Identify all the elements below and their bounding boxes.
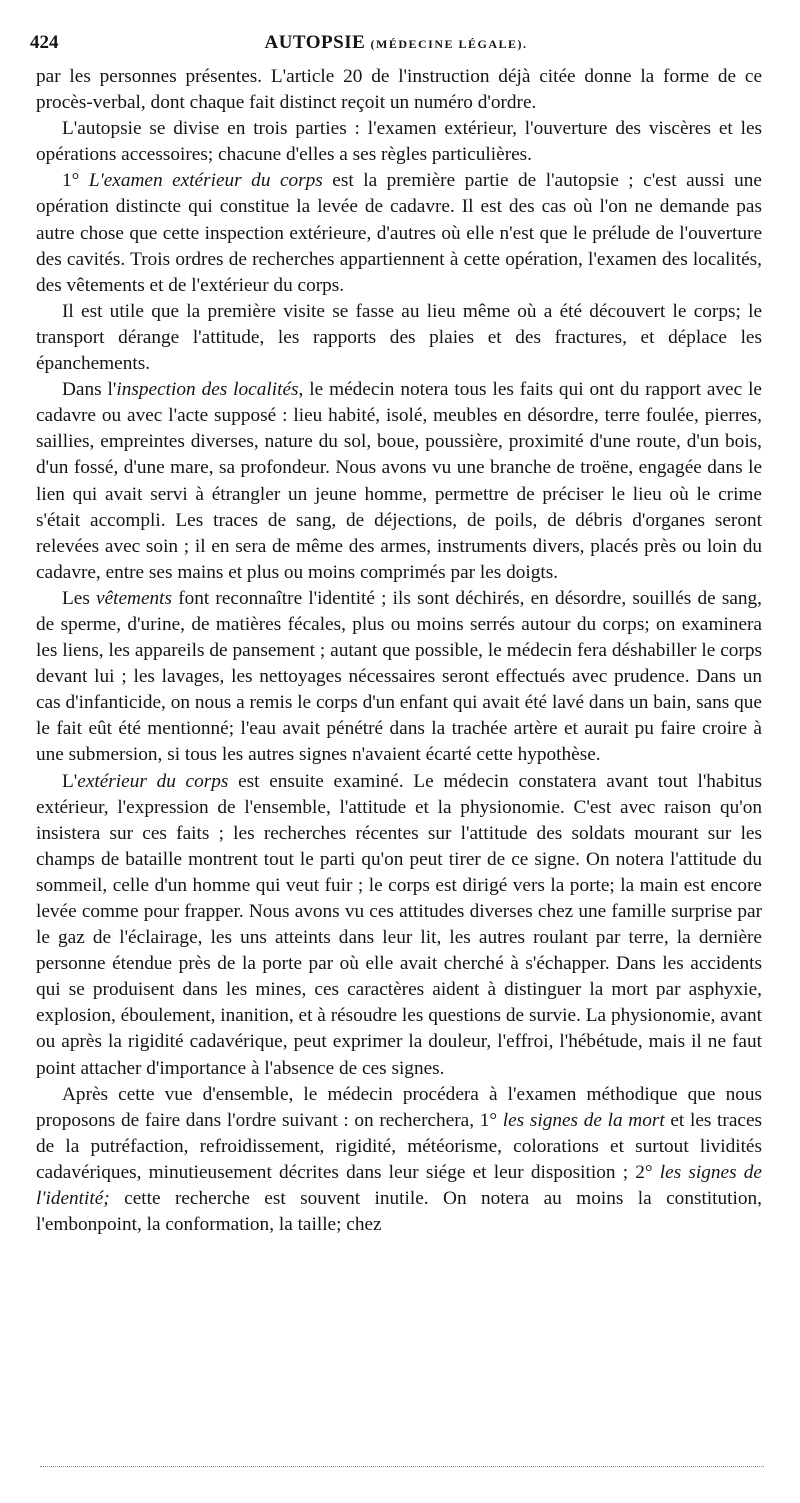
paragraph xyxy=(36,586,762,769)
text-run: Après cette vue d'ensemble, le médecin procédera à l'examen méthodique que nous proposons de faire dans l'ordre suivant : on recherchera, 1° xyxy=(36,1083,762,1131)
text-run: cette recherche est souvent inutile. On notera au moins la constitution, l'embonpoint, la conformation, la taille; chez xyxy=(36,1188,762,1236)
italic-phrase: inspection des localités xyxy=(116,379,299,401)
paragraph xyxy=(36,168,762,298)
paragraph xyxy=(36,769,762,1082)
text-run: L' xyxy=(62,770,78,792)
bottom-rule xyxy=(40,1466,764,1467)
italic-phrase: extérieur du corps xyxy=(77,770,229,792)
italic-phrase: les signes de la mort xyxy=(502,1109,665,1131)
text-run: , le médecin notera tous les faits qui ont du rapport avec le cadavre ou avec l'acte supposé : lieu habité, isolé, meubles en désordre, terre foulée, pierres, saillies, empreintes diverses, nature du sol, boue, poussière, proximité d'une route, d'un bois, d'un fossé, d'une mare, sa profondeur. Nous avons vu une branche de troëne, engagée dans le lien qui avait servi à étrangler un jeune homme, permettre de préciser le lieu où le crime s'était accompli. Les traces de sang, de déjections, de poils, de débris d'organes seront relevées avec soin ; il en sera de même des armes, instruments divers, placés près ou loin du cadavre, entre ses mains et plus ou moins comprimés par les doigts. xyxy=(36,379,762,583)
text-run: L'autopsie se divise en trois parties : l'examen extérieur, l'ouverture des viscères et les opérations accessoires; chacune d'elles a ses règles particulières. xyxy=(36,118,762,166)
italic-phrase: les signes de l'identité; xyxy=(36,1161,762,1210)
text-run: par les personnes présentes. L'article 20 de l'instruction déjà citée donne la forme de ce procès-verbal, dont chaque fait distinct reçoit un numéro d'ordre. xyxy=(36,66,762,114)
paragraph xyxy=(36,377,762,586)
running-title-main: AUTOPSIE xyxy=(264,32,366,53)
text-run: est ensuite examiné. Le médecin constatera avant tout l'habitus extérieur, l'expression de l'ensemble, l'attitude et la physionomie. C'est avec raison qu'on insistera sur ces faits ; les recherches récentes sur l'attitude des soldats mourant sur les champs de bataille montrent tout le parti qu'on peut tirer de ce signe. On notera l'attitude du sommeil, celle d'un homme qui veut fuir ; le corps est dirigé vers la porte; la main est encore levée comme pour frapper. Nous avons vu ces attitudes diverses chez une famille surprise par le gaz de l'éclairage, les uns atteints dans leur lit, les autres roulant par terre, la dernière personne étendue près de la porte par où elle avait cherché à s'échapper. Dans les accidents qui se produisent dans les mines, ces caractères aident à distinguer la mort par asphyxie, explosion, éboulement, inanition, et à résoudre les questions de survie. La physionomie, avant ou après la rigidité cadavérique, peut exprimer la douleur, l'effroi, l'hébétude, mais il ne faut point attacher d'importance à l'absence de ces signes. xyxy=(36,770,762,1079)
text-run: Dans l' xyxy=(62,379,117,401)
running-header xyxy=(30,30,762,56)
running-title-subtitle: (MÉDECINE LÉGALE). xyxy=(370,37,528,51)
paragraph xyxy=(36,299,762,377)
paragraph xyxy=(36,64,762,116)
italic-phrase: L'examen extérieur du corps xyxy=(88,170,323,192)
paragraph xyxy=(36,116,762,168)
running-title xyxy=(30,30,762,57)
page-number: 424 xyxy=(30,32,59,53)
text-run: Il est utile que la première visite se fasse au lieu même où a été découvert le corps; le transport dérange l'attitude, les rapports des plaies et des fractures, et déplace les épanchements. xyxy=(36,300,762,375)
text-run: Les xyxy=(62,587,97,609)
paragraph xyxy=(36,1082,762,1239)
italic-phrase: vêtements xyxy=(96,587,173,609)
text-run: font reconnaître l'identité ; ils sont déchirés, en désordre, souillés de sang, de sperme, d'urine, de matières fécales, plus ou moins serrés autour du corps; on examinera les liens, les appareils de pansement ; autant que possible, le médecin fera déshabiller le corps devant lui ; les lavages, les nettoyages nécessaires seront effectués avec prudence. Dans un cas d'infanticide, on nous a remis le corps d'un enfant qui avait été lavé dans un bain, sans que le fait eût été mentionné; l'eau avait pénétré dans la trachée artère et aurait pu faire croire à une submersion, si tous les autres signes n'avaient écarté cette hypothèse. xyxy=(36,587,762,766)
body-text xyxy=(36,64,762,1238)
text-run: et les traces de la putréfaction, refroidissement, rigidité, météorisme, colorations et surtout lividités cadavériques, minutieusement décrites dans leur siége et leur disposition ; 2° xyxy=(36,1109,763,1183)
text-run: 1° xyxy=(62,170,89,192)
text-run: est la première partie de l'autopsie ; c'est aussi une opération distincte qui constitue la levée de cadavre. Il est des cas où l'on ne demande pas autre chose que cette inspection extérieure, d'autres où elle n'est que le prélude de l'ouverture des cavités. Trois ordres de recherches appartiennent à cette opération, l'examen des localités, des vêtements et de l'extérieur du corps. xyxy=(36,170,762,296)
